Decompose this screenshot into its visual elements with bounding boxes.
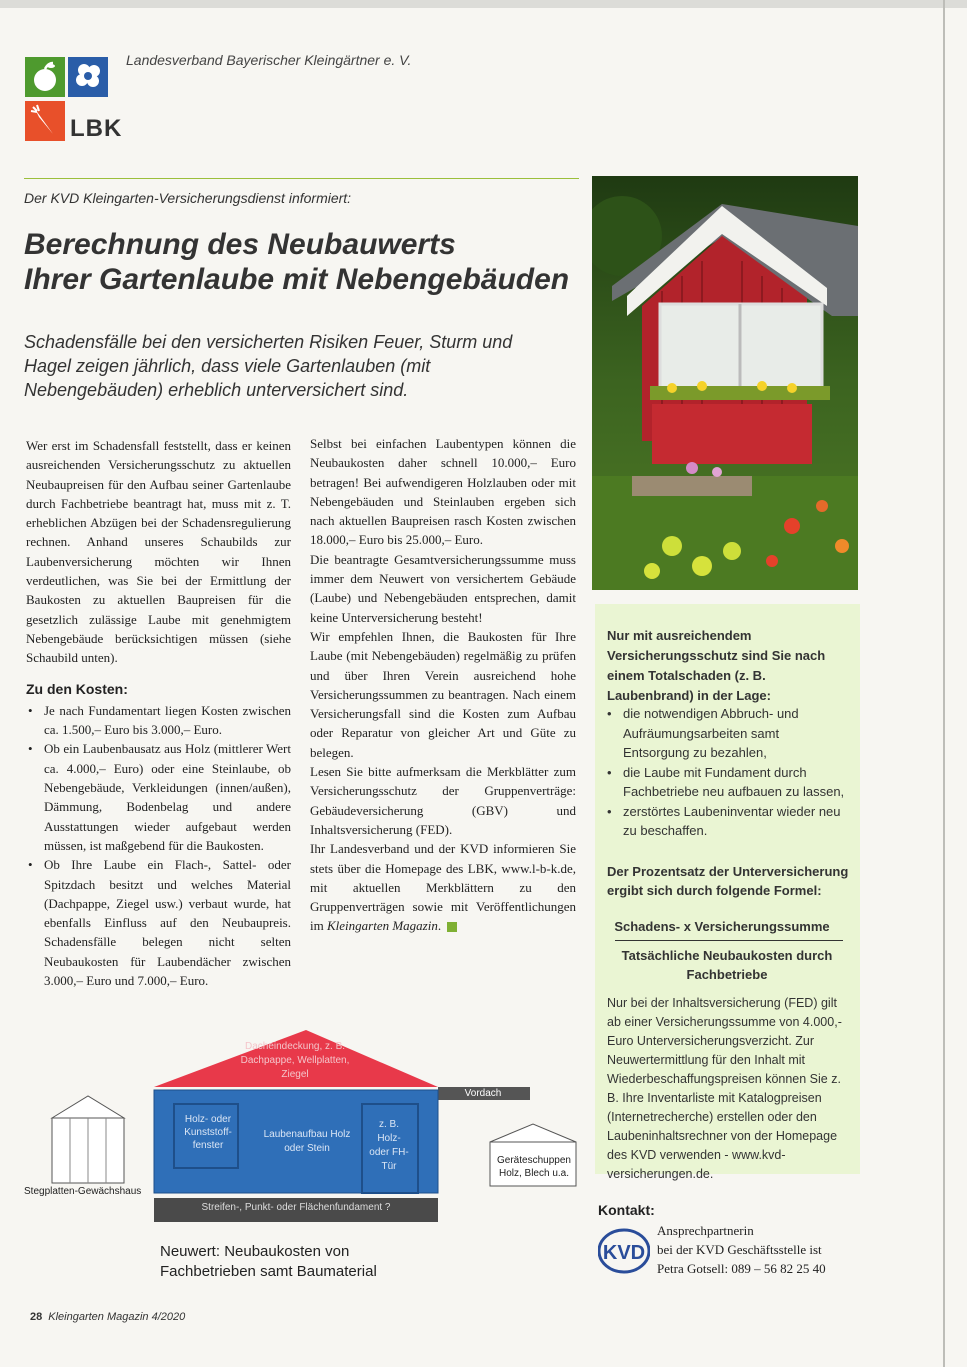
- paragraph: Die beantragte Gesamtversicherungssumme muss immer dem Neuwert von versichertem Gebäude (Laube) und Nebengebäuden entsprechen, damit keine Unterversicherung besteht!: [310, 551, 576, 625]
- contact-heading: Kontakt:: [598, 1202, 655, 1218]
- carrot-icon: [25, 101, 65, 141]
- kvd-logo: [598, 1228, 650, 1274]
- title-line-2: Ihrer Gartenlaube mit Nebengebäuden: [24, 263, 570, 296]
- title-line-1: Berechnung des Neubauwerts: [24, 228, 456, 261]
- scan-top-edge: [0, 0, 967, 8]
- list-item: • Ob Ihre Laube ein Flach-, Sattel- oder Spitzdach besitzt und welches Material (Dachpappe, Ziegel usw.) verbaut wurde, hat ebenfalls Einfluss auf den Neubaupreis. Schadensfälle belegen nicht selten Neubaukosten für Laubendächer zwischen 3.000,– Euro und 7.000,– Euro.: [26, 855, 291, 990]
- page-number: 28: [30, 1311, 43, 1323]
- contact-line: Ansprechpartnerin: [657, 1223, 754, 1238]
- window-label: Holz- oder Kunststoff-fenster: [184, 1114, 232, 1151]
- body-column-1: [26, 436, 291, 990]
- kvd-info-line: Der KVD Kleingarten-Versicherungsdienst informiert:: [24, 190, 352, 206]
- paragraph-text: Ihr Landesverband und der KVD informieren Sie stets über die Homepage des LBK, www.l-b-k.de, mit aktuellen Merkblättern zu den Gruppenverträgen sowie mit Veröffentlichungen im: [310, 841, 576, 934]
- magazine-name: Kleingarten Magazin: [326, 918, 438, 934]
- caption-line-1: Neuwert: Neubaukosten von: [160, 1243, 350, 1260]
- info-box-list: [607, 704, 847, 841]
- contact-line: bei der KVD Geschäftsstelle ist: [657, 1242, 822, 1257]
- lead-paragraph: Schadensfälle bei den versicherten Risiken Feuer, Sturm und Hagel zeigen jährlich, dass viele Gartenlauben (mit Nebengebäuden) erheblich unterversichert sind.: [24, 332, 513, 400]
- caption-line-2: Fachbetrieben samt Baumaterial: [160, 1263, 377, 1280]
- info-box: [595, 604, 860, 1181]
- costs-list: [26, 701, 291, 990]
- center-label: Laubenaufbau Holz oder Stein: [263, 1129, 351, 1154]
- logo-text: LBK: [70, 115, 123, 142]
- formula-heading: Der Prozentsatz der Unterversicherung ergibt sich durch folgende Formel:: [607, 864, 849, 898]
- body-column-2: [310, 434, 576, 936]
- end-square-icon: [447, 922, 457, 932]
- list-item: • die notwendigen Abbruch- und Aufräumungsarbeiten samt Entsorgung zu bezahlen,: [607, 704, 847, 763]
- magazine-issue: Kleingarten Magazin 4/2020: [48, 1311, 186, 1323]
- contact-phone: Petra Gotsell: 089 – 56 82 25 40: [657, 1261, 826, 1276]
- paragraph: [310, 839, 576, 935]
- shed-label: Geräteschuppen Holz, Blech u.a.: [497, 1155, 571, 1179]
- foundation-label: Streifen-, Punkt- oder Flächenfundament ?: [201, 1202, 391, 1213]
- garden-shed-photo: [592, 176, 858, 590]
- paragraph-end: .: [437, 918, 442, 934]
- intro-paragraph: Wer erst im Schadensfall feststellt, dass er keinen ausreichenden Versicherungsschutz zu aktuellen Neubaupreisen für den Aufbau seiner Gartenlaube durch Fachbetriebe beantragt hat, muss mit z. T. erheblichen Abzügen bei der Schadensregulierung rechnen. Anhand unseres Schaubilds zur Laubenversicherung möchten wir Ihnen verdeutlichen, was Sie bei der Ermittlung der Baukosten zu aktuellen Baupreisen für die gesetzlich zulässige Laube mit genehmigtem Nebengebäude berücksichtigen müssen (siehe Schaubild unten).: [26, 438, 291, 666]
- page-footer: [30, 1311, 185, 1323]
- info-box-heading: Nur mit ausreichendem Versicherungsschutz sind Sie nach einem Totalschaden (z. B. Laubenbrand) in der Lage:: [607, 628, 826, 703]
- kvd-logo-text: KVD: [602, 1242, 646, 1264]
- formula-fraction-bar: [615, 940, 843, 941]
- info-box-note: Nur bei der Inhaltsversicherung (FED) gilt ab einer Versicherungssumme von 4.000,- Euro Unterversicherungsverzicht. Zur Neuwertermittlung für den Inhalt mit Wiederbeschaffungspreisen können Sie z. B. Ihre Inventarliste mit Katalogpreisen (Internetrecherche) erstellen oder den Laubeninhaltsrechner von der Homepage des KVD verwenden - www.kvd-versicherungen.de.: [607, 996, 842, 1181]
- list-item: • Ob ein Laubenbausatz aus Holz (mittlerer Wert ca. 4.000,– Euro) oder eine Steinlaube, ob Nebengebäude, Verkleidungen (innen/außen), Dämmung, Bodenbelag und andere Ausstattungen wieder aufgebaut werden müssen, ist maßgebend für die Baukosten.: [26, 739, 291, 855]
- diagram-caption: [160, 1242, 377, 1282]
- scan-right-edge: [943, 0, 945, 1367]
- costs-heading: Zu den Kosten:: [26, 680, 128, 697]
- contact-info: [657, 1221, 826, 1278]
- list-item: • die Laube mit Fundament durch Fachbetriebe neu aufbauen zu lassen,: [607, 763, 847, 802]
- org-name: Landesverband Bayerischer Kleingärtner e. V.: [126, 52, 412, 68]
- greenhouse-label: Stegplatten-Gewächshaus: [24, 1186, 142, 1197]
- formula-denominator: Tatsächliche Neubaukosten durch Fachbetriebe: [621, 948, 833, 982]
- header-rule: [24, 178, 579, 179]
- formula-numerator: Schadens- x Versicherungssumme: [614, 919, 830, 934]
- flower-icon: [68, 57, 108, 97]
- paragraph: Selbst bei einfachen Laubentypen können die Neubaukosten daher schnell 10.000,– Euro betragen! Bei aufwendigeren Holzlauben oder mit Nebengebäuden und Steinlauben ergeben sich nach aktuellen Baupreisen rasch Kosten zwischen 18.000,– Euro bis 25.000,– Euro.: [310, 436, 576, 548]
- door-label: z. B. Holz- oder FH-Tür: [369, 1119, 409, 1172]
- paragraph: Wir empfehlen Ihnen, die Baukosten für Ihre Laube (mit Nebengebäuden) regelmäßig zu prüfen und über Ihren Verein ausreichend hohe Versicherungssummen zu beantragen. Nach einem Versicherungsfall sind die Kosten zum Aufbau oder Reparatur von gleicher Art und Güte zu belegen.: [310, 628, 576, 760]
- list-item: • Je nach Fundamentart liegen Kosten zwischen ca. 1.500,– Euro bis 3.000,– Euro.: [26, 701, 291, 740]
- article-title: [24, 227, 584, 297]
- vordach-label: Vordach: [464, 1088, 502, 1099]
- list-item: • zerstörtes Laubeninventar wieder neu zu beschaffen.: [607, 802, 847, 841]
- apple-icon: [25, 57, 65, 97]
- roof-label: Dacheindeckung, z. B. Dachpappe, Wellplatten, Ziegel: [240, 1041, 350, 1080]
- greenhouse-drawing: [52, 1096, 124, 1183]
- paragraph: Lesen Sie bitte aufmerksam die Merkblätter zum Versicherungsschutz der Gruppenverträge: Gebäudeversicherung (GBV) und Inhaltsversicherung (FED).: [310, 764, 576, 837]
